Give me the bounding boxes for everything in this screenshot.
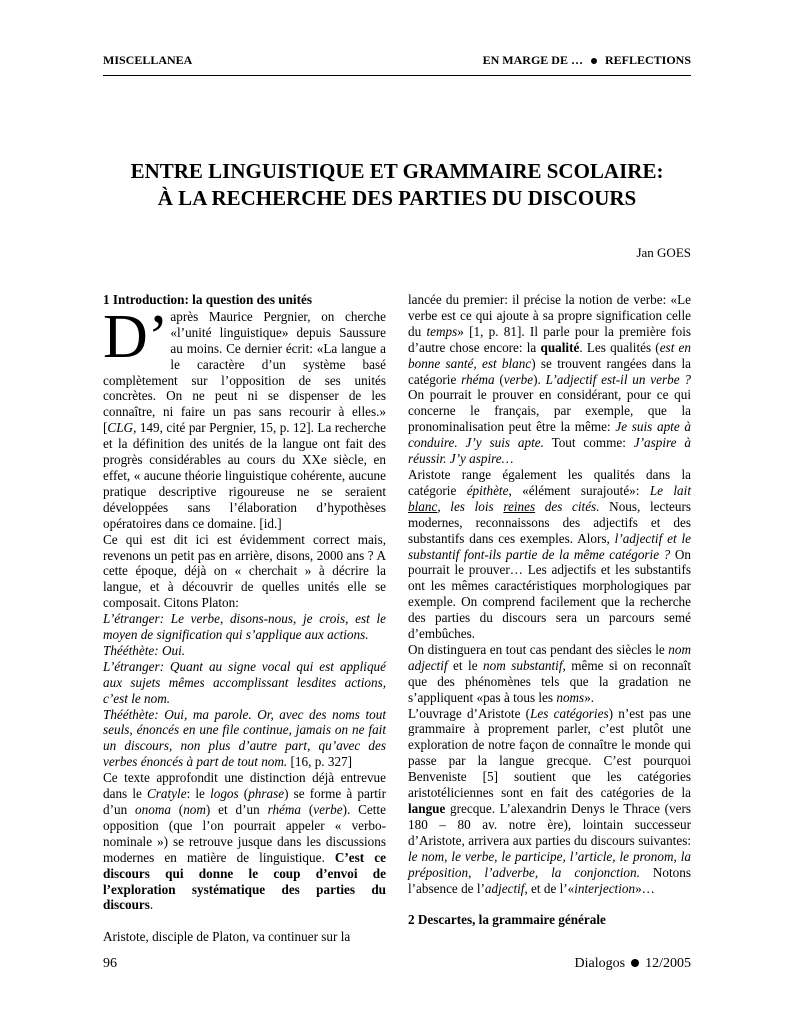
r3-a: On distinguera en tout cas pendant des siècles le	[408, 641, 669, 657]
quote-2-text: Thééthète: Oui.	[103, 642, 186, 658]
bullet-icon	[591, 58, 597, 64]
p3-g: (	[301, 802, 314, 817]
spacer	[408, 896, 691, 912]
r1-h: Tout comme:	[543, 435, 634, 451]
p3-b: : le	[186, 786, 211, 802]
p3-cratyle: Cratyle	[147, 786, 187, 802]
page-number: 96	[103, 956, 117, 971]
header-divider	[103, 75, 691, 76]
bullet-icon	[631, 959, 639, 967]
paragraph-3	[103, 770, 386, 913]
r2-c: Nous, lecteurs modernes, reconnaissons des adjectifs et des substantifs dans ces exemples. Alors,	[408, 498, 691, 546]
paragraph-intro	[103, 302, 386, 532]
p3-bold: C’est ce discours qui donne le coup d’envoi de l’exploration systématique des parties du discours	[103, 849, 386, 913]
p3-h: ). Cette opposition (que l’on pourrait appeler « verbo-nominale ») se retrouve jusque dans les discussions modernes en matière de linguistique.	[103, 802, 386, 865]
r1-a: lancée du premier: il précise la notion de verbe: «Le verbe est ce qui ajoute à sa propre signification celle du	[408, 292, 691, 339]
r1-d: ) se trouvent rangées dans la catégorie	[408, 355, 691, 387]
p3-onoma: onoma	[135, 802, 171, 817]
left-column	[103, 292, 386, 945]
journal-info	[575, 956, 691, 972]
intro-ref-clg: CLG	[107, 420, 134, 436]
r3-i3: noms	[556, 689, 585, 705]
intro-text-cont: , 149, cité par Pergnier, 15, p. 12]. La recherche et la définition des unités de la langue ont fait des progrès considérables au cours du XXe siècle, en effet, « aucune théorie linguistique cohérente, aucune pratique descriptive rigoureuse ne se seraient développées sans l’élaboration d’hypothèses opératoires dans ce domaine. [id.]	[103, 420, 386, 531]
r4-b: ) n’est pas une grammaire à proprement parler, c’est plutôt une exploration de notre façon de connaître le monde qui passe par la langue grecque. C’est pourquoi Benveniste [5] soutient que les catégories aristotéliciennes sont en fait des catégories de la	[408, 705, 691, 801]
r1-i2: L’adjectif est-il un verbe ?	[545, 371, 691, 387]
r1-qualite: qualité	[540, 339, 580, 355]
r1-b: » [1, p. 81]. Il parle pour la première fois d’autre chose encore: la	[408, 323, 691, 355]
p3-end: .	[149, 897, 154, 913]
section-heading-2: 2 Descartes, la grammaire générale	[408, 912, 606, 928]
r2-i3: des cités.	[535, 498, 600, 514]
r2-blanc: blanc	[408, 498, 438, 514]
drop-cap: D’	[103, 302, 169, 371]
header-section-label: MISCELLANEA	[103, 53, 193, 67]
quote-4	[103, 707, 386, 771]
r1-i4: J’aspire à réussir. J’y aspire…	[408, 435, 691, 467]
quote-4-text: Thééthète: Oui, ma parole. Or, avec des noms tout seuls, énoncés en une file continue, jamais on ne fait un discours, non plus d’autre part, qu’avec des verbes énoncés à part de tout nom.	[103, 706, 386, 770]
r2-i2: , les lois	[437, 498, 504, 514]
p3-rhema: rhéma	[267, 802, 302, 817]
quote-1	[103, 611, 386, 643]
paragraph-r1	[408, 292, 691, 467]
r1-rhema: rhéma	[461, 371, 495, 387]
r1-i3: Je suis apte à conduire. J’y suis apte.	[408, 419, 691, 451]
paragraph-r4	[408, 706, 691, 897]
quote-2	[103, 643, 386, 659]
header-right-part1: EN MARGE DE …	[482, 53, 583, 67]
running-header	[103, 53, 691, 73]
author-name: Jan GOES	[636, 245, 691, 260]
spacer	[103, 913, 386, 929]
r2-epithete: épithète	[466, 482, 509, 498]
r1-verbe: verbe	[503, 371, 534, 387]
intro-text: après Maurice Pergnier, on cherche «l’unité linguistique» depuis Saussure au moins. Ce dernier écrit: «La langue a le caractère d’un système basé complètement sur l’opposition de ses unités concrètes. On ne peut ni se dispenser de les connaître, ni faire un pas sans recourir à elles.» [	[103, 308, 386, 436]
quote-3	[103, 659, 386, 707]
r1-temps: temps	[426, 323, 458, 339]
r4-i3: adjectif	[484, 880, 525, 896]
header-right-part2: REFLECTIONS	[604, 53, 691, 67]
r3-d: ».	[584, 689, 595, 705]
r1-e: (	[494, 371, 504, 387]
r3-i2: nom substantif	[483, 657, 563, 673]
section-heading-1: 1 Introduction: la question des unités	[103, 292, 312, 307]
header-series-label	[483, 53, 691, 68]
r3-b: et le	[447, 657, 484, 673]
journal-name: Dialogos	[574, 956, 626, 971]
r2-b: , «élément surajouté»:	[508, 482, 650, 498]
quote-3-text: L’étranger: Quant au signe vocal qui est appliqué aux sujets mêmes accomplissant lesdites actions, c’est le nom.	[103, 658, 386, 706]
r1-i1: est en bonne santé, est blanc	[408, 339, 692, 371]
title-line-1: ENTRE LINGUISTIQUE ET GRAMMAIRE SCOLAIRE:	[130, 159, 664, 183]
p3-d: ) se forme à partir d’un	[103, 786, 386, 817]
paragraph-4: Aristote, disciple de Platon, va continuer sur la	[103, 929, 351, 945]
r4-c: grecque. L’alexandrin Denys le Thrace (vers 180 – 80 av. notre ère), lointain successeur d’Aristote, arrivera aux parties du discours suivantes:	[408, 801, 691, 848]
p3-e: (	[170, 802, 184, 817]
r4-i1: Les catégories	[530, 705, 609, 721]
r4-f: »…	[635, 880, 655, 896]
r1-g: On pourrait le prouver en considérant, pour ce qui concerne le français, par exemple, que la pronominalisation peut être la même:	[408, 387, 691, 435]
r4-a: L’ouvrage d’Aristote (	[408, 705, 531, 721]
paragraph-r3	[408, 642, 691, 706]
r4-d: Notons l’absence de l’	[408, 864, 691, 896]
r4-i4: interjection	[574, 880, 636, 896]
quote-1-text: L’étranger: Le verbe, disons-nous, je crois, est le moyen de signification qui s’applique aux actions.	[103, 611, 386, 643]
p3-c: (	[238, 786, 249, 802]
r2-reines: reines	[503, 498, 536, 514]
r2-i1: Le lait	[649, 482, 691, 498]
paragraph-2: Ce qui est dit ici est évidemment correct mais, revenons un petit pas en arrière, disons, 2000 ans ? A cette époque, déjà on « cherchait » à décrire la langue, et à découvrir de quelles unités elle se composait. Citons Platon:	[103, 531, 386, 611]
r4-i2: le nom, le verbe, le participe, l’article, le pronom, la préposition, l’adverbe, la conjonction.	[408, 848, 691, 880]
r1-c: . Les qualités (	[579, 339, 660, 355]
p3-phrase: phrase	[248, 786, 285, 802]
p3-a: Ce texte approfondit une distinction déjà entrevue dans le	[103, 770, 386, 802]
title-line-2: À LA RECHERCHE DES PARTIES DU DISCOURS	[157, 186, 637, 210]
p3-f: ) et d’un	[205, 802, 268, 817]
quote-4-ref: [16, p. 327]	[287, 754, 353, 770]
issue-date: 12/2005	[645, 956, 691, 971]
p3-nom: nom	[183, 802, 206, 817]
p3-logos: logos	[210, 786, 239, 802]
r2-i4: l’adjectif et le substantif font-ils partie de la même catégorie ?	[408, 530, 691, 562]
r4-langue: langue	[408, 801, 446, 816]
right-column	[408, 292, 691, 929]
r3-c: , même si on reconnaît que des phénomènes tels que la gradation ne s’appliquent «pas à tous les	[408, 657, 691, 705]
paragraph-r2	[408, 467, 691, 642]
r4-e: , et de l’«	[524, 880, 575, 896]
r1-f: ).	[533, 371, 546, 387]
r2-d: On pourrait le prouver… Les adjectifs et les substantifs ont les mêmes caractéristiques morphologiques par exemple. On comprend facilement que la recherche des parties du discours sera un parcours semé d’embûches.	[408, 546, 692, 642]
p3-verbe: verbe	[313, 802, 343, 817]
r3-i1: nom adjectif	[408, 641, 691, 673]
article-title	[60, 158, 734, 212]
r2-a: Aristote range également les qualités dans la catégorie	[408, 466, 691, 498]
